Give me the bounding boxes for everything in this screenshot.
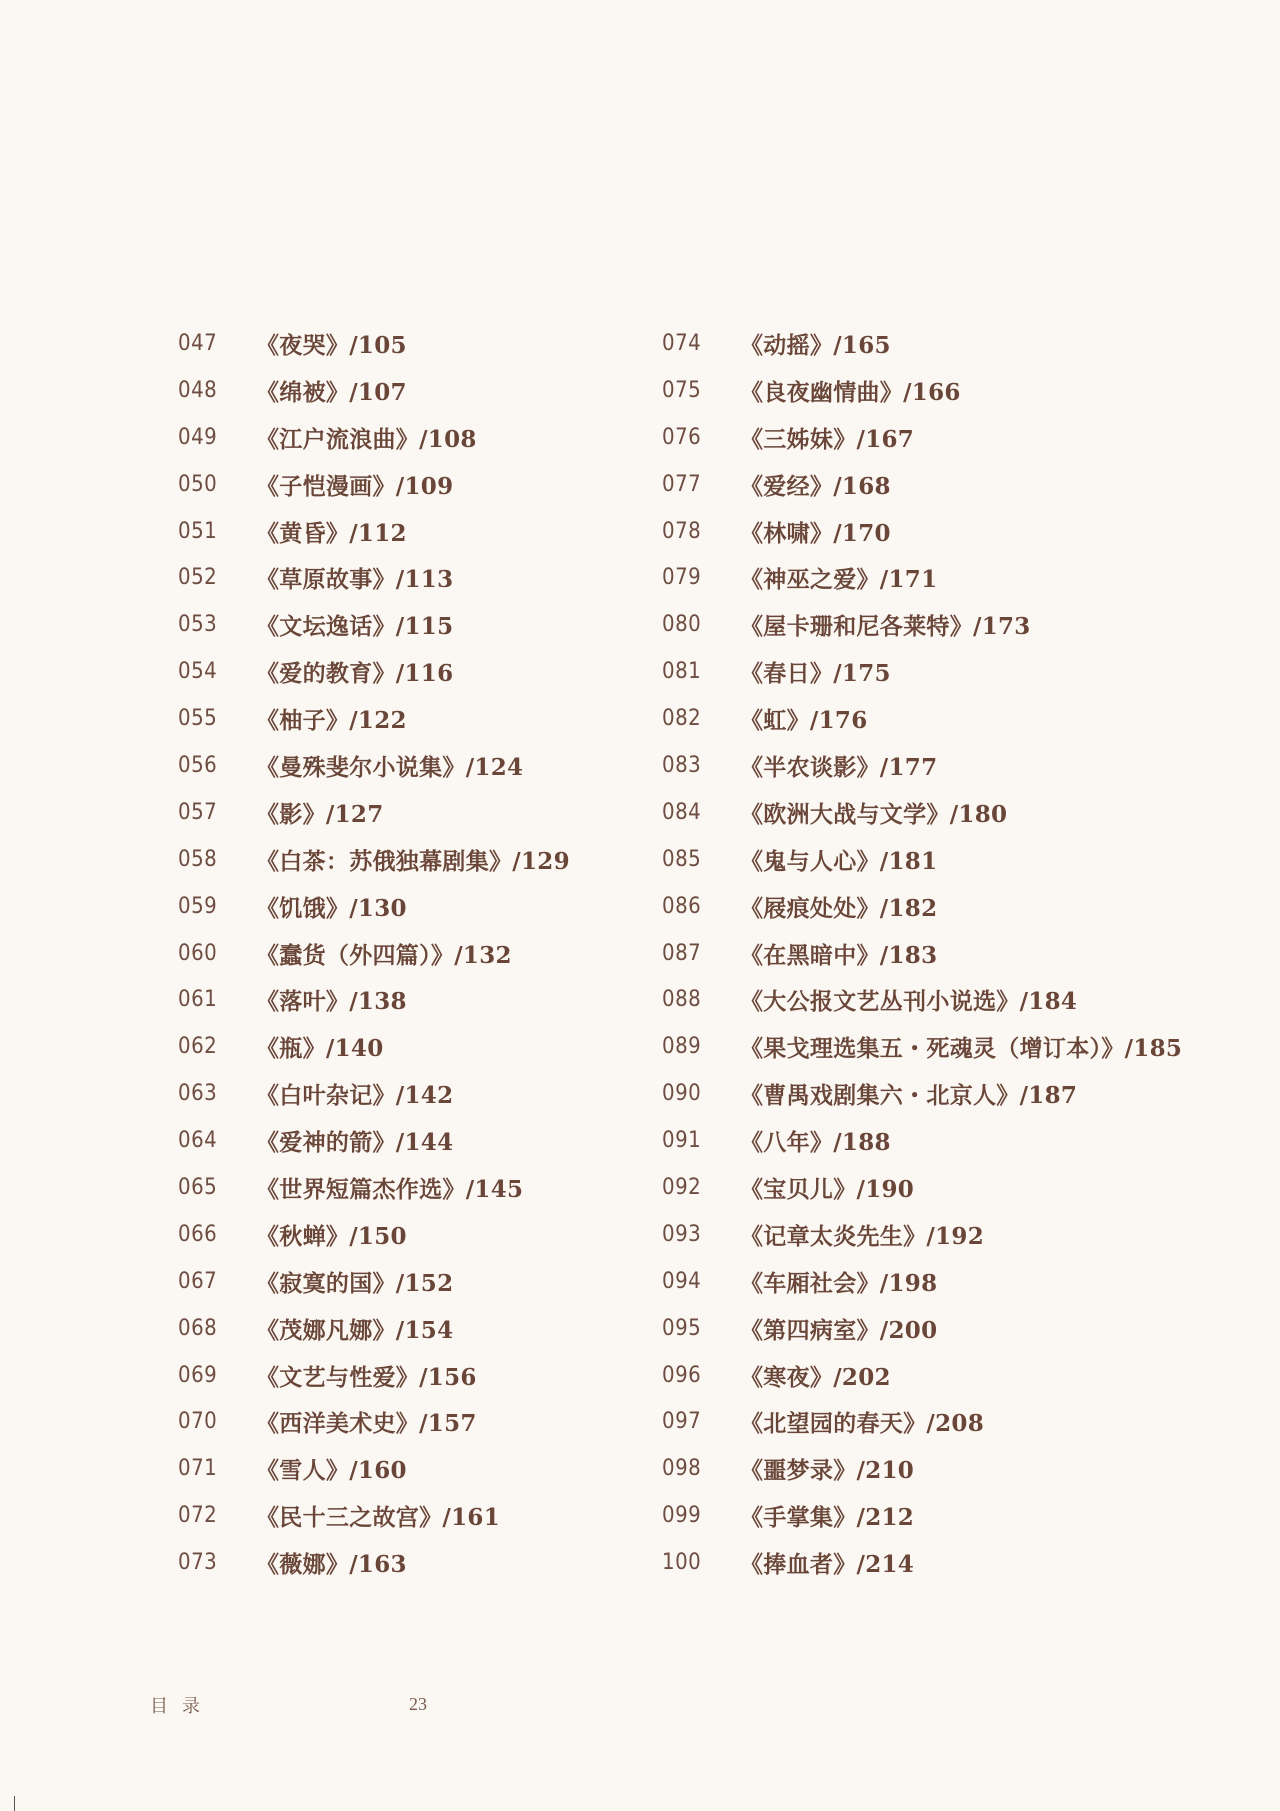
toc-entry-number: 079: [662, 565, 702, 591]
toc-entry: [662, 1023, 1222, 1070]
toc-entry-title: 《屋卡珊和尼各莱特》/173: [740, 613, 1031, 641]
toc-entry-number: 088: [662, 987, 702, 1013]
toc-entry-number: 057: [178, 799, 218, 825]
toc-entry: [178, 1492, 738, 1539]
toc-entry: [662, 836, 1222, 883]
toc-entry-title: 《虹》/176: [740, 707, 868, 735]
toc-entry-number: 058: [178, 846, 218, 872]
toc-entry: [178, 508, 738, 555]
toc-entry: [662, 1211, 1222, 1258]
toc-entry-number: 075: [662, 377, 702, 403]
toc-entry-title: 《曼殊斐尔小说集》/124: [256, 753, 524, 781]
toc-entry-title: 《大公报文艺丛刊小说选》/184: [740, 988, 1078, 1016]
toc-entry: [662, 695, 1222, 742]
toc-entry-title: 《饥饿》/130: [256, 894, 407, 922]
toc-entry-title: 《春日》/175: [740, 660, 891, 688]
toc-entry-number: 081: [662, 659, 702, 685]
toc-entry-number: 051: [178, 518, 218, 544]
toc-entry: [662, 367, 1222, 414]
toc-entry-number: 076: [662, 424, 702, 450]
toc-entry-title: 《子恺漫画》/109: [256, 472, 454, 500]
toc-entry-number: 093: [662, 1221, 702, 1247]
toc-entry: [662, 789, 1222, 836]
toc-entry-number: 068: [178, 1315, 218, 1341]
toc-entry: [662, 1539, 1222, 1586]
toc-entry-title: 《绵被》/107: [256, 378, 407, 406]
toc-entry-number: 059: [178, 893, 218, 919]
toc-entry: [178, 1539, 738, 1586]
toc-entry: [178, 789, 738, 836]
toc-entry-number: 047: [178, 330, 218, 356]
toc-entry: [178, 1164, 738, 1211]
toc-entry: [662, 1352, 1222, 1399]
toc-entry-title: 《影》/127: [256, 800, 384, 828]
footer-page-number: 23: [409, 1694, 427, 1714]
toc-entry-number: 089: [662, 1034, 702, 1060]
toc-entry-title: 《雪人》/160: [256, 1457, 407, 1485]
toc-entry-title: 《世界短篇杰作选》/145: [256, 1175, 524, 1203]
toc-entry-title: 《欧洲大战与文学》/180: [740, 800, 1008, 828]
toc-entry-number: 070: [178, 1409, 218, 1435]
toc-entry: [178, 836, 738, 883]
toc-entry-title: 《神巫之爱》/171: [740, 566, 938, 594]
toc-entry: [178, 414, 738, 461]
toc-entry-title: 《手掌集》/212: [740, 1504, 915, 1532]
toc-entry: [662, 1164, 1222, 1211]
toc-entry: [662, 976, 1222, 1023]
toc-entry-number: 052: [178, 565, 218, 591]
toc-entry-number: 097: [662, 1409, 702, 1435]
toc-entry-number: 092: [662, 1174, 702, 1200]
toc-entry: [178, 1352, 738, 1399]
toc-entry: [178, 1211, 738, 1258]
toc-entry: [662, 1305, 1222, 1352]
toc-entry-number: 078: [662, 518, 702, 544]
toc-entry-title: 《良夜幽情曲》/166: [740, 378, 961, 406]
toc-entry-number: 077: [662, 471, 702, 497]
toc-entry-title: 《捧血者》/214: [740, 1551, 915, 1579]
toc-entry-title: 《白叶杂记》/142: [256, 1082, 454, 1110]
toc-entry-title: 《在黑暗中》/183: [740, 941, 938, 969]
toc-entry: [178, 367, 738, 414]
toc-entry: [662, 414, 1222, 461]
toc-entry-number: 069: [178, 1362, 218, 1388]
toc-entry-number: 090: [662, 1081, 702, 1107]
toc-entry: [178, 883, 738, 930]
toc-entry-title: 《鬼与人心》/181: [740, 847, 938, 875]
toc-entry-title: 《爱经》/168: [740, 472, 891, 500]
toc-entry: [178, 695, 738, 742]
toc-entry-title: 《瓶》/140: [256, 1035, 384, 1063]
toc-entry-number: 083: [662, 752, 702, 778]
toc-entry-number: 064: [178, 1128, 218, 1154]
toc-entry-title: 《茂娜凡娜》/154: [256, 1316, 454, 1344]
toc-entry: [662, 461, 1222, 508]
toc-entry: [178, 461, 738, 508]
toc-entry: [662, 648, 1222, 695]
toc-entry-number: 084: [662, 799, 702, 825]
toc-entry-number: 066: [178, 1221, 218, 1247]
toc-entry-title: 《秋蝉》/150: [256, 1222, 407, 1250]
toc-entry: [662, 930, 1222, 977]
toc-entry-number: 054: [178, 659, 218, 685]
toc-entry-number: 061: [178, 987, 218, 1013]
toc-entry: [178, 1117, 738, 1164]
toc-entry-number: 099: [662, 1503, 702, 1529]
toc-entry-title: 《果戈理选集五・死魂灵（增订本）》/185: [740, 1035, 1183, 1063]
toc-entry-number: 060: [178, 940, 218, 966]
toc-entry: [178, 976, 738, 1023]
toc-entry-title: 《爱的教育》/116: [256, 660, 454, 688]
toc-entry-number: 067: [178, 1268, 218, 1294]
toc-entry-title: 《记章太炎先生》/192: [740, 1222, 985, 1250]
toc-entry-number: 048: [178, 377, 218, 403]
toc-entry-title: 《噩梦录》/210: [740, 1457, 915, 1485]
toc-entry-title: 《薇娜》/163: [256, 1551, 407, 1579]
toc-entry-number: 087: [662, 940, 702, 966]
toc-entry: [662, 742, 1222, 789]
toc-entry: [178, 1398, 738, 1445]
toc-entry-number: 086: [662, 893, 702, 919]
toc-entry: [662, 1398, 1222, 1445]
toc-entry: [662, 1492, 1222, 1539]
toc-entry-title: 《文艺与性爱》/156: [256, 1363, 477, 1391]
toc-entry-number: 074: [662, 330, 702, 356]
toc-entry-title: 《江户流浪曲》/108: [256, 425, 477, 453]
toc-entry: [662, 320, 1222, 367]
toc-entry-title: 《白茶：苏俄独幕剧集》/129: [256, 847, 570, 875]
toc-entry: [178, 648, 738, 695]
toc-entry: [662, 1070, 1222, 1117]
toc-entry-title: 《北望园的春天》/208: [740, 1410, 985, 1438]
toc-entry-title: 《草原故事》/113: [256, 566, 454, 594]
toc-entry-title: 《民十三之故宫》/161: [256, 1504, 501, 1532]
toc-entry-title: 《爱神的箭》/144: [256, 1129, 454, 1157]
toc-entry-title: 《柚子》/122: [256, 707, 407, 735]
toc-entry-number: 095: [662, 1315, 702, 1341]
toc-entry-title: 《蠢货（外四篇）》/132: [256, 941, 512, 969]
toc-entry-number: 085: [662, 846, 702, 872]
toc-entry-title: 《屐痕处处》/182: [740, 894, 938, 922]
toc-entry: [178, 1305, 738, 1352]
toc-entry-number: 096: [662, 1362, 702, 1388]
toc-entry: [178, 1258, 738, 1305]
toc-entry: [178, 554, 738, 601]
toc-entry-number: 050: [178, 471, 218, 497]
toc-entry-title: 《夜哭》/105: [256, 331, 407, 359]
toc-entry-title: 《动摇》/165: [740, 331, 891, 359]
toc-entry-title: 《第四病室》/200: [740, 1316, 938, 1344]
toc-entry-number: 065: [178, 1174, 218, 1200]
toc-entry-title: 《宝贝儿》/190: [740, 1175, 915, 1203]
toc-entry: [178, 320, 738, 367]
toc-entry-title: 《西洋美术史》/157: [256, 1410, 477, 1438]
toc-entry: [662, 601, 1222, 648]
toc-entry: [662, 554, 1222, 601]
toc-entry-number: 080: [662, 612, 702, 638]
toc-entry-title: 《文坛逸话》/115: [256, 613, 454, 641]
toc-entry-title: 《曹禺戏剧集六・北京人》/187: [740, 1082, 1078, 1110]
toc-entry-title: 《三姊妹》/167: [740, 425, 915, 453]
toc-entry-number: 053: [178, 612, 218, 638]
toc-entry: [178, 1445, 738, 1492]
toc-entry-number: 094: [662, 1268, 702, 1294]
toc-entry: [178, 742, 738, 789]
toc-entry-number: 062: [178, 1034, 218, 1060]
toc-entry-number: 063: [178, 1081, 218, 1107]
toc-entry-number: 055: [178, 706, 218, 732]
toc-entry: [178, 1023, 738, 1070]
toc-entry-title: 《林啸》/170: [740, 519, 891, 547]
toc-entry: [662, 1445, 1222, 1492]
toc-entry: [662, 1258, 1222, 1305]
crop-mark: [14, 1796, 15, 1811]
toc-entry-number: 091: [662, 1128, 702, 1154]
toc-entry-title: 《车厢社会》/198: [740, 1269, 938, 1297]
toc-entry-title: 《黄昏》/112: [256, 519, 407, 547]
toc-entry-title: 《寒夜》/202: [740, 1363, 891, 1391]
toc-entry-title: 《半农谈影》/177: [740, 753, 938, 781]
toc-column-right: [662, 320, 1222, 1586]
toc-entry-number: 071: [178, 1456, 218, 1482]
toc-entry-title: 《落叶》/138: [256, 988, 407, 1016]
toc-column-left: [178, 320, 738, 1586]
toc-entry-number: 100: [662, 1550, 702, 1576]
toc-entry-title: 《寂寞的国》/152: [256, 1269, 454, 1297]
toc-entry-number: 073: [178, 1550, 218, 1576]
toc-entry: [178, 601, 738, 648]
toc-entry: [178, 1070, 738, 1117]
toc-entry-number: 072: [178, 1503, 218, 1529]
toc-entry: [662, 883, 1222, 930]
toc-entry-number: 049: [178, 424, 218, 450]
toc-entry-number: 082: [662, 706, 702, 732]
toc-entry: [178, 930, 738, 977]
footer-section-label: 目录: [150, 1696, 214, 1717]
toc-entry: [662, 1117, 1222, 1164]
toc-entry-number: 098: [662, 1456, 702, 1482]
toc-entry-title: 《八年》/188: [740, 1129, 891, 1157]
toc-entry: [662, 508, 1222, 555]
toc-entry-number: 056: [178, 752, 218, 778]
